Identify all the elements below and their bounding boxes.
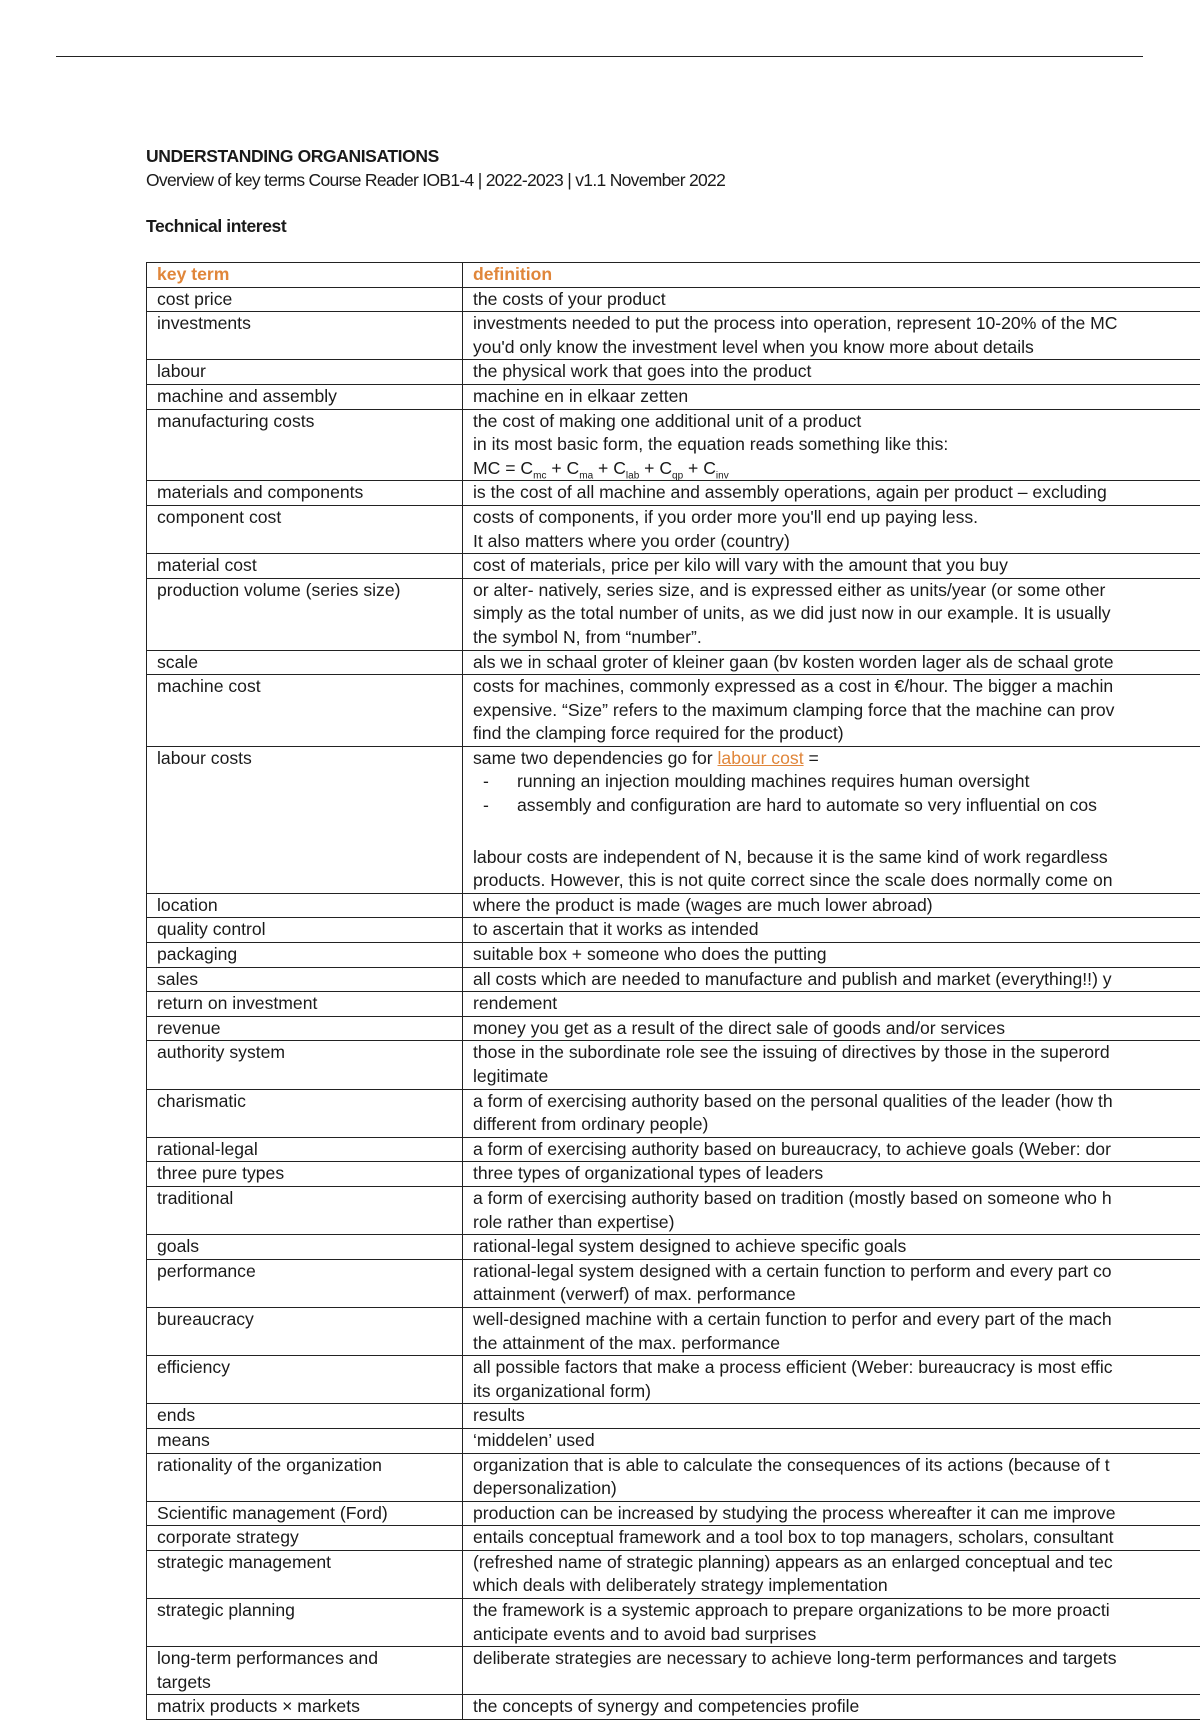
cell-line: labour xyxy=(157,360,462,384)
cell-line: strategic management xyxy=(157,1551,462,1575)
cell-line: long-term performances and xyxy=(157,1647,462,1671)
table-row xyxy=(147,746,1200,893)
mc-formula xyxy=(473,457,1200,481)
definition-cell xyxy=(463,1186,1200,1234)
cell-line: return on investment xyxy=(157,992,462,1016)
cell-line: attainment (verwerf) of max. performance xyxy=(473,1283,1200,1307)
key-term-cell xyxy=(147,1501,463,1526)
cell-line: different from ordinary people) xyxy=(473,1113,1200,1137)
key-term-cell xyxy=(147,554,463,579)
cell-line: strategic planning xyxy=(157,1599,462,1623)
definition-cell xyxy=(463,893,1200,918)
cell-line: depersonalization) xyxy=(473,1477,1200,1501)
key-term-cell xyxy=(147,409,463,481)
cell-line: a form of exercising authority based on the personal qualities of the leader (how th xyxy=(473,1090,1200,1114)
cell-line: those in the subordinate role see the issuing of directives by those in the superord xyxy=(473,1041,1200,1065)
definition-cell xyxy=(463,918,1200,943)
formula-subscript: ma xyxy=(579,470,593,481)
key-term-cell xyxy=(147,1453,463,1501)
cell-line: machine cost xyxy=(157,675,462,699)
bullet-item xyxy=(473,770,1200,794)
cell-line: expensive. “Size” refers to the maximum clamping force that the machine can prov xyxy=(473,699,1200,723)
definition-cell xyxy=(463,1016,1200,1041)
key-term-cell xyxy=(147,505,463,553)
table-row xyxy=(147,505,1200,553)
cell-line: a form of exercising authority based on bureaucracy, to achieve goals (Weber: dor xyxy=(473,1138,1200,1162)
labour-cost-link[interactable]: labour cost xyxy=(718,748,804,768)
definition-cell xyxy=(463,1089,1200,1137)
key-term-cell xyxy=(147,1550,463,1598)
key-term-cell xyxy=(147,312,463,360)
definition-cell xyxy=(463,746,1200,893)
cell-line: ends xyxy=(157,1404,462,1428)
table-row xyxy=(147,1550,1200,1598)
cell-line: location xyxy=(157,894,462,918)
definition-cell xyxy=(463,943,1200,968)
key-term-cell xyxy=(147,360,463,385)
formula-subscript: mc xyxy=(533,470,546,481)
key-term-cell xyxy=(147,675,463,747)
cell-line: the symbol N, from “number”. xyxy=(473,626,1200,650)
key-term-cell xyxy=(147,1162,463,1187)
cell-line: labour costs are independent of N, because it is the same kind of work regardless xyxy=(473,846,1200,870)
cell-line: is the cost of all machine and assembly operations, again per product – excluding xyxy=(473,481,1200,505)
definition-cell xyxy=(463,1526,1200,1551)
cell-line: Scientific management (Ford) xyxy=(157,1502,462,1526)
cell-line: (refreshed name of strategic planning) appears as an enlarged conceptual and tec xyxy=(473,1551,1200,1575)
key-term-cell xyxy=(147,746,463,893)
table-row xyxy=(147,1356,1200,1404)
table-header-row xyxy=(147,263,1200,288)
table-row xyxy=(147,554,1200,579)
cell-line: manufacturing costs xyxy=(157,410,462,434)
cell-line: authority system xyxy=(157,1041,462,1065)
formula-text: + C xyxy=(639,458,672,478)
cell-line: investments xyxy=(157,312,462,336)
table-row xyxy=(147,1599,1200,1647)
table-row xyxy=(147,481,1200,506)
cell-line: rational-legal system designed to achieve specific goals xyxy=(473,1235,1200,1259)
table-row xyxy=(147,1137,1200,1162)
bullet-item xyxy=(473,794,1200,818)
key-term-cell xyxy=(147,1599,463,1647)
key-term-cell xyxy=(147,1307,463,1355)
cell-line: the costs of your product xyxy=(473,288,1200,312)
cell-line: investments needed to put the process into operation, represent 10-20% of the MC xyxy=(473,312,1200,336)
cell-line: rational-legal system designed with a certain function to perform and every part co xyxy=(473,1260,1200,1284)
cell-line: anticipate events and to avoid bad surprises xyxy=(473,1623,1200,1647)
cell-line: or alter- natively, series size, and is expressed either as units/year (or some other xyxy=(473,579,1200,603)
definition-cell xyxy=(463,967,1200,992)
cell-line: suitable box + someone who does the putting xyxy=(473,943,1200,967)
cell-line: targets xyxy=(157,1671,462,1695)
definition-cell xyxy=(463,505,1200,553)
table-row xyxy=(147,967,1200,992)
document-title: UNDERSTANDING ORGANISATIONS xyxy=(146,146,439,167)
cell-line: efficiency xyxy=(157,1356,462,1380)
cell-line: money you get as a result of the direct sale of goods and/or services xyxy=(473,1017,1200,1041)
key-term-cell xyxy=(147,967,463,992)
definition-cell xyxy=(463,481,1200,506)
key-term-cell xyxy=(147,287,463,312)
table-row xyxy=(147,1235,1200,1260)
definition-cell xyxy=(463,675,1200,747)
cell-line: sales xyxy=(157,968,462,992)
table-row xyxy=(147,287,1200,312)
cell-line: production can be increased by studying the process whereafter it can me improve xyxy=(473,1502,1200,1526)
column-header-definition: definition xyxy=(463,263,1200,288)
section-heading: Technical interest xyxy=(146,216,286,237)
cell-line: products. However, this is not quite correct since the scale does normally come on xyxy=(473,869,1200,893)
definition-cell xyxy=(463,1647,1200,1695)
cell-line: corporate strategy xyxy=(157,1526,462,1550)
cell-line: the concepts of synergy and competencies profile xyxy=(473,1695,1200,1719)
cell-line: the attainment of the max. performance xyxy=(473,1332,1200,1356)
key-term-cell xyxy=(147,1259,463,1307)
key-term-cell xyxy=(147,943,463,968)
definition-cell xyxy=(463,409,1200,481)
cell-line: It also matters where you order (country) xyxy=(473,530,1200,554)
cell-line: cost of materials, price per kilo will vary with the amount that you buy xyxy=(473,554,1200,578)
key-term-cell xyxy=(147,1186,463,1234)
key-term-cell xyxy=(147,1137,463,1162)
table-row xyxy=(147,1162,1200,1187)
formula-text: + C xyxy=(593,458,626,478)
table-row xyxy=(147,943,1200,968)
cell-line: rationality of the organization xyxy=(157,1454,462,1478)
cell-line: matrix products × markets xyxy=(157,1695,462,1719)
definition-cell xyxy=(463,1137,1200,1162)
cell-line: scale xyxy=(157,651,462,675)
cell-line: charismatic xyxy=(157,1090,462,1114)
key-term-cell xyxy=(147,992,463,1017)
definition-cell xyxy=(463,650,1200,675)
definition-cell xyxy=(463,1599,1200,1647)
table-row xyxy=(147,1016,1200,1041)
lead-suffix: = xyxy=(804,748,819,768)
cell-line: materials and components xyxy=(157,481,462,505)
bullet-text: assembly and configuration are hard to automate so very influential on cos xyxy=(501,795,1097,815)
definition-cell xyxy=(463,1259,1200,1307)
spacer xyxy=(473,818,1200,846)
table-row xyxy=(147,918,1200,943)
cell-line: rendement xyxy=(473,992,1200,1016)
key-term-cell xyxy=(147,650,463,675)
table-row xyxy=(147,893,1200,918)
table-row xyxy=(147,312,1200,360)
bullet-list xyxy=(473,770,1200,817)
definition-cell xyxy=(463,287,1200,312)
formula-subscript: inv xyxy=(716,470,729,481)
key-term-cell xyxy=(147,1404,463,1429)
cell-line: bureaucracy xyxy=(157,1308,462,1332)
cell-line: goals xyxy=(157,1235,462,1259)
cell-line: well-designed machine with a certain function to perfor and every part of the mach xyxy=(473,1308,1200,1332)
cell-line: all possible factors that make a process efficient (Weber: bureaucracy is most effic xyxy=(473,1356,1200,1380)
definition-cell xyxy=(463,1501,1200,1526)
table-row xyxy=(147,1526,1200,1551)
cell-line: entails conceptual framework and a tool box to top managers, scholars, consultant xyxy=(473,1526,1200,1550)
key-term-cell xyxy=(147,893,463,918)
table-row xyxy=(147,650,1200,675)
key-term-cell xyxy=(147,578,463,650)
cell-line: role rather than expertise) xyxy=(473,1211,1200,1235)
table-row xyxy=(147,675,1200,747)
table-body xyxy=(147,287,1200,1719)
cell-line: in its most basic form, the equation reads something like this: xyxy=(473,433,1200,457)
definition-cell xyxy=(463,1235,1200,1260)
cell-line: labour costs xyxy=(157,747,462,771)
table-row xyxy=(147,1647,1200,1695)
key-term-cell xyxy=(147,1695,463,1720)
cell-line: deliberate strategies are necessary to achieve long-term performances and targets xyxy=(473,1647,1200,1671)
formula-text: + C xyxy=(683,458,716,478)
cell-line: cost price xyxy=(157,288,462,312)
bullet-text: running an injection moulding machines requires human oversight xyxy=(501,771,1029,791)
cell-line: three pure types xyxy=(157,1162,462,1186)
definition-cell xyxy=(463,360,1200,385)
column-header-key-term: key term xyxy=(147,263,463,288)
cell-line: you'd only know the investment level when you know more about details xyxy=(473,336,1200,360)
cell-line: simply as the total number of units, as we did just now in our example. It is usually xyxy=(473,602,1200,626)
table-row xyxy=(147,992,1200,1017)
table-row xyxy=(147,384,1200,409)
definition-cell xyxy=(463,1428,1200,1453)
cell-line: where the product is made (wages are much lower abroad) xyxy=(473,894,1200,918)
key-term-cell xyxy=(147,481,463,506)
definition-cell xyxy=(463,992,1200,1017)
table-row xyxy=(147,360,1200,385)
cell-line: the physical work that goes into the product xyxy=(473,360,1200,384)
document-subtitle: Overview of key terms Course Reader IOB1-4 | 2022-2023 | v1.1 November 2022 xyxy=(146,170,725,191)
definition-cell xyxy=(463,1550,1200,1598)
cell-line: component cost xyxy=(157,506,462,530)
table-row xyxy=(147,1186,1200,1234)
cell-line: costs for machines, commonly expressed as a cost in €/hour. The bigger a machin xyxy=(473,675,1200,699)
cell-line: which deals with deliberately strategy implementation xyxy=(473,1574,1200,1598)
labour-costs-lead xyxy=(473,747,1200,771)
cell-line: machine en in elkaar zetten xyxy=(473,385,1200,409)
formula-text: + C xyxy=(546,458,579,478)
cell-line: all costs which are needed to manufacture and publish and market (everything!!) y xyxy=(473,968,1200,992)
cell-line: means xyxy=(157,1429,462,1453)
definition-cell xyxy=(463,578,1200,650)
formula-subscript: lab xyxy=(626,470,639,481)
key-term-cell xyxy=(147,384,463,409)
table-row xyxy=(147,1041,1200,1089)
formula-subscript: qp xyxy=(672,470,683,481)
definition-cell xyxy=(463,1404,1200,1429)
cell-line: the cost of making one additional unit of a product xyxy=(473,410,1200,434)
table-row xyxy=(147,1089,1200,1137)
formula-text: MC = C xyxy=(473,458,533,478)
cell-line: legitimate xyxy=(473,1065,1200,1089)
cell-line: traditional xyxy=(157,1187,462,1211)
cell-line: costs of components, if you order more you'll end up paying less. xyxy=(473,506,1200,530)
cell-line: to ascertain that it works as intended xyxy=(473,918,1200,942)
definition-cell xyxy=(463,1307,1200,1355)
key-term-cell xyxy=(147,1041,463,1089)
table-row xyxy=(147,1453,1200,1501)
table-row xyxy=(147,1259,1200,1307)
key-term-cell xyxy=(147,1235,463,1260)
cell-line: revenue xyxy=(157,1017,462,1041)
cell-line: the framework is a systemic approach to prepare organizations to be more proacti xyxy=(473,1599,1200,1623)
cell-line: find the clamping force required for the product) xyxy=(473,722,1200,746)
definition-cell xyxy=(463,554,1200,579)
cell-line: a form of exercising authority based on tradition (mostly based on someone who h xyxy=(473,1187,1200,1211)
table-row xyxy=(147,1695,1200,1720)
table-row xyxy=(147,1501,1200,1526)
table-row xyxy=(147,1307,1200,1355)
definition-cell xyxy=(463,1453,1200,1501)
definition-cell xyxy=(463,1695,1200,1720)
definition-cell xyxy=(463,384,1200,409)
key-term-cell xyxy=(147,1526,463,1551)
top-rule xyxy=(56,56,1143,57)
cell-line: ‘middelen’ used xyxy=(473,1429,1200,1453)
definition-cell xyxy=(463,1356,1200,1404)
key-terms-table xyxy=(146,262,1200,1720)
cell-line: results xyxy=(473,1404,1200,1428)
cell-line: material cost xyxy=(157,554,462,578)
table-row xyxy=(147,1428,1200,1453)
key-term-cell xyxy=(147,1356,463,1404)
key-term-cell xyxy=(147,918,463,943)
key-term-cell xyxy=(147,1089,463,1137)
cell-line: machine and assembly xyxy=(157,385,462,409)
cell-line: organization that is able to calculate the consequences of its actions (because of t xyxy=(473,1454,1200,1478)
definition-cell xyxy=(463,1162,1200,1187)
table-row xyxy=(147,578,1200,650)
cell-line: three types of organizational types of leaders xyxy=(473,1162,1200,1186)
cell-line: quality control xyxy=(157,918,462,942)
table-row xyxy=(147,1404,1200,1429)
cell-line: its organizational form) xyxy=(473,1380,1200,1404)
key-term-cell xyxy=(147,1428,463,1453)
key-term-cell xyxy=(147,1016,463,1041)
cell-line: rational-legal xyxy=(157,1138,462,1162)
cell-line: performance xyxy=(157,1260,462,1284)
definition-cell xyxy=(463,1041,1200,1089)
key-term-cell xyxy=(147,1647,463,1695)
table-row xyxy=(147,409,1200,481)
definition-cell xyxy=(463,312,1200,360)
lead-text: same two dependencies go for xyxy=(473,748,718,768)
cell-line: als we in schaal groter of kleiner gaan (bv kosten worden lager als de schaal grote xyxy=(473,651,1200,675)
cell-line: packaging xyxy=(157,943,462,967)
cell-line: production volume (series size) xyxy=(157,579,462,603)
